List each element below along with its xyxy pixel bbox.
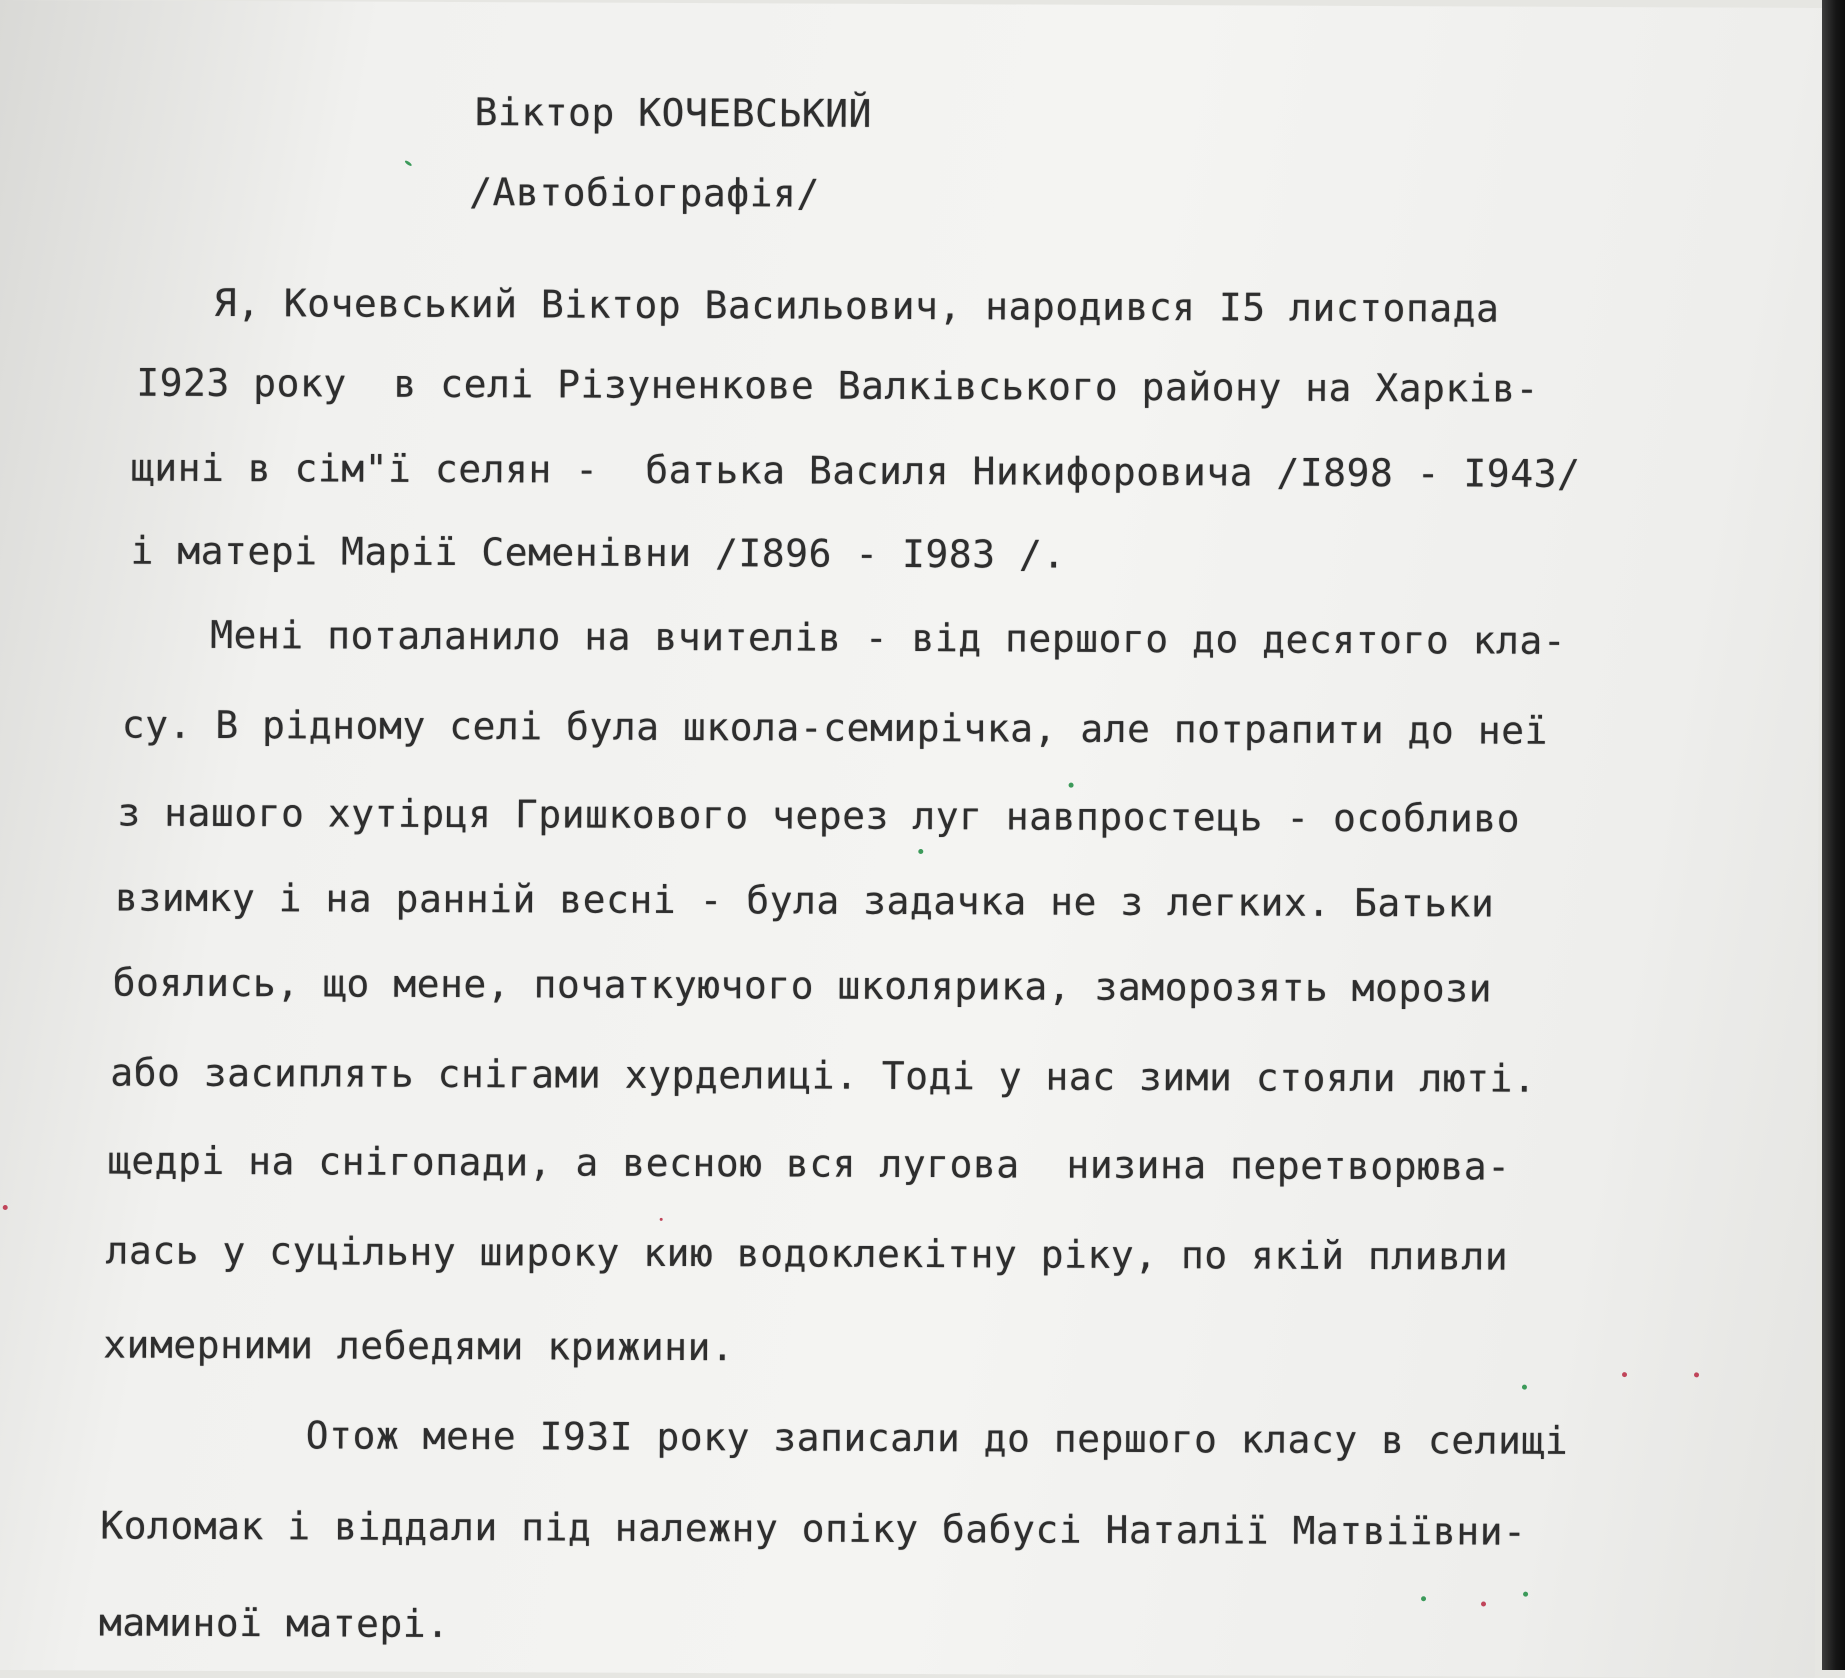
author-name: Віктор КОЧЕВСЬКИЙ	[474, 90, 873, 136]
text-line: Я, Кочевський Віктор Васильович, народився I5 листопада	[213, 280, 1500, 331]
text-line: щедрі на снігопади, а весною вся лугова низина перетворюва-	[107, 1138, 1511, 1189]
ink-speck	[1523, 1592, 1528, 1597]
text-line: Коломак і віддали під належну опіку бабусі Наталії Матвіївни-	[100, 1503, 1527, 1554]
text-line: і матері Марії Семенівни /I896 - I983 /.	[130, 528, 1066, 577]
text-line: Мені поталанило на вчителів - від першого до десятого кла-	[210, 612, 1567, 663]
ink-speck	[1421, 1596, 1426, 1601]
ink-speck	[1481, 1601, 1486, 1606]
ink-speck	[1622, 1372, 1627, 1377]
ink-speck	[404, 160, 412, 167]
binder-edge	[1822, 0, 1845, 1670]
text-line: взимку і на ранній весні - була задачка не з легких. Батьки	[114, 875, 1495, 926]
text-line: лась у суцільну широку кию водоклекітну ріку, по якій пливли	[105, 1228, 1509, 1279]
text-line: щині в сім"ї селян - батька Василя Никифоровича /I898 - I943/	[130, 445, 1581, 496]
text-line: боялись, що мене, початкуючого школярика, заморозять морози	[112, 960, 1493, 1011]
text-line: химерними лебедями крижини.	[103, 1322, 735, 1370]
ink-speck	[1694, 1372, 1699, 1377]
text-line: з нашого хутірця Гришкового через луг навпростець - особливо	[117, 790, 1521, 841]
text-line: або засиплять снігами хурделиці. Тоді у нас зими стояли люті.	[110, 1050, 1537, 1101]
text-line: Отож мене I93I року записали до першого класу в селищі	[305, 1413, 1569, 1463]
ink-speck	[3, 1205, 8, 1210]
ink-speck	[1069, 783, 1074, 788]
document-subtitle: /Автобіографія/	[469, 170, 820, 216]
text-line: маминої матері.	[98, 1600, 450, 1646]
ink-speck	[1522, 1385, 1527, 1390]
text-line: су. В рідному селі була школа-семирічка, але потрапити до неї	[121, 702, 1548, 753]
text-line: I923 року в селі Різуненкове Валківського району на Харків-	[136, 360, 1540, 411]
ink-speck	[660, 1218, 663, 1221]
ink-speck	[918, 849, 923, 854]
